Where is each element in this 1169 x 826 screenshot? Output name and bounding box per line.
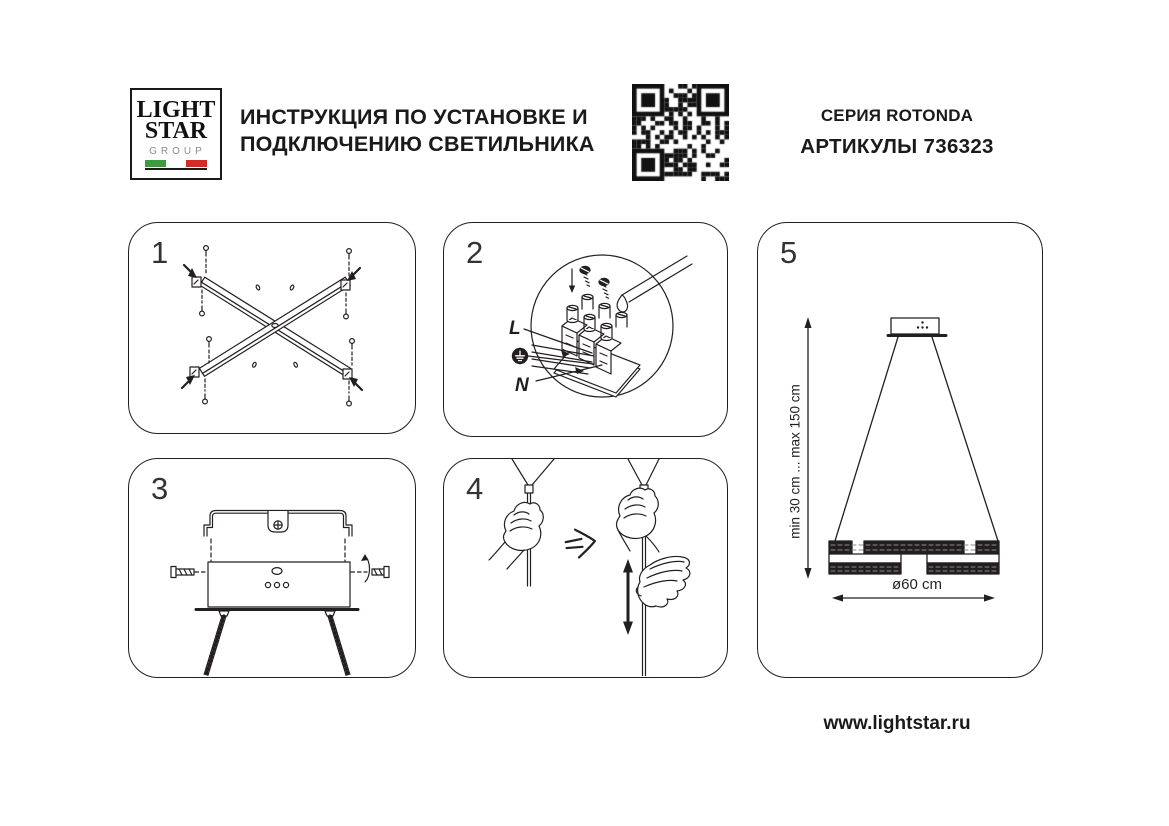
logo-word-star: STAR [144,118,208,144]
step-number-5: 5 [780,235,798,270]
height-arrow-icon [805,317,812,579]
step-panel-4 [443,458,728,678]
flag-underline [145,168,207,170]
lamp-ring [829,541,999,574]
series-name: СЕРИЯ ROTONDA [820,106,974,125]
screw-down-arrow-icon [569,269,575,293]
ground-icon [512,348,527,363]
logo-word-group: GROUP [149,146,206,157]
side-screw-right [351,554,389,582]
italian-flag-icon [145,160,207,167]
step-number-3: 3 [151,471,169,506]
logo-word-light: LIGHT [136,97,216,123]
step-panel-1 [128,222,416,434]
cross-bracket-drawing [129,223,414,432]
article-number: АРТИКУЛЫ 736323 [800,135,994,158]
step-number-2: 2 [466,235,484,270]
step-panel-5 [757,222,1043,678]
side-screw-left [171,567,207,578]
document-title [240,104,595,157]
next-step-arrow-icon [564,527,597,559]
suspension-cables [204,616,350,676]
qr-code [632,84,729,181]
right-lower-hand [636,556,690,606]
canopy-mount-drawing [129,459,414,676]
up-down-arrow-icon [623,559,633,635]
title-line-2: ПОДКЛЮЧЕНИЮ СВЕТИЛЬНИКА [240,131,595,156]
height-range-label: min 30 cm ... max 150 cm [787,384,803,539]
step-number-1: 1 [151,235,169,270]
cable-adjust-drawing [444,459,726,676]
step-number-4: 4 [466,471,484,506]
series-block [782,106,1012,159]
left-hand [489,502,543,569]
lightstar-logo [130,88,222,180]
terminal-block-drawing [444,223,726,435]
loose-screws [580,266,609,298]
diameter-arrow-icon [832,594,995,601]
website-url: www.lightstar.ru [823,713,971,734]
line-label: L [509,318,521,339]
step-panel-2 [443,222,728,437]
diameter-label: ø60 cm [891,576,942,593]
neutral-label: N [515,375,529,396]
title-line-1: ИНСТРУКЦИЯ ПО УСТАНОВКЕ И [240,105,588,129]
step-panel-3 [128,458,416,678]
right-upper-hand [617,488,659,552]
